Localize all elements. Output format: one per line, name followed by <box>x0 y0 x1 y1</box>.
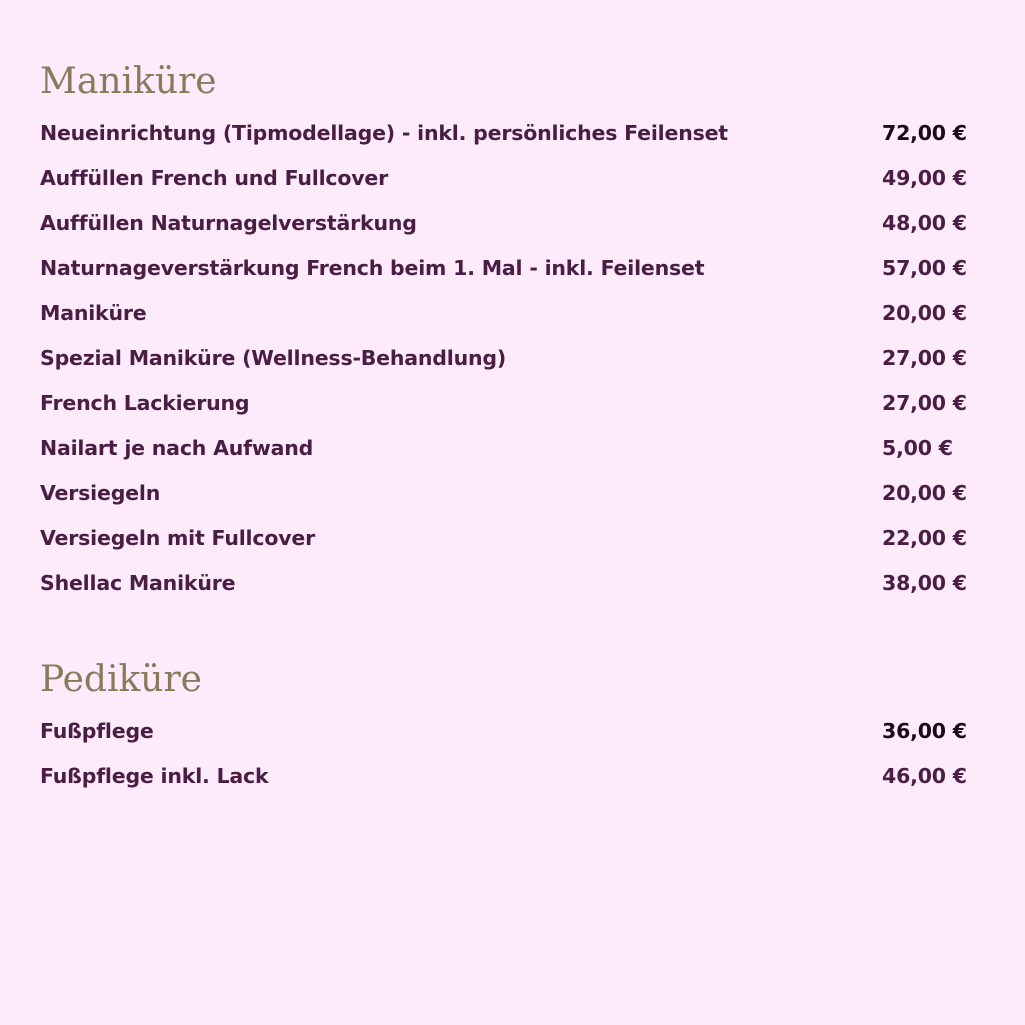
service-name: Fußpflege inkl. Lack <box>40 763 269 788</box>
service-price: 22,00 € <box>882 525 967 550</box>
service-name: Maniküre <box>40 300 147 325</box>
service-name: Fußpflege <box>40 718 154 743</box>
manikuere-list <box>40 110 967 605</box>
list-item <box>40 155 967 200</box>
service-name: French Lackierung <box>40 390 250 415</box>
list-item <box>40 515 967 560</box>
price-list <box>40 0 967 798</box>
service-name: Auffüllen French und Fullcover <box>40 165 389 190</box>
list-item <box>40 560 967 605</box>
list-item <box>40 245 967 290</box>
service-price: 20,00 € <box>882 300 967 325</box>
service-name: Neueinrichtung (Tipmodellage) - inkl. persönliches Feilenset <box>40 120 728 145</box>
service-price: 72,00 € <box>882 120 967 145</box>
list-item <box>40 335 967 380</box>
list-item <box>40 425 960 470</box>
service-price: 5,00 € <box>882 435 953 460</box>
service-name: Versiegeln mit Fullcover <box>40 525 315 550</box>
list-item <box>40 470 967 515</box>
list-item <box>40 290 967 335</box>
service-name: Versiegeln <box>40 480 161 505</box>
list-item <box>40 200 967 245</box>
section-title-pedikuere: Pediküre <box>40 659 202 700</box>
service-name: Spezial Maniküre (Wellness-Behandlung) <box>40 345 507 370</box>
service-price: 27,00 € <box>882 390 967 415</box>
list-item <box>40 708 967 753</box>
service-price: 48,00 € <box>882 210 967 235</box>
service-name: Nailart je nach Aufwand <box>40 435 314 460</box>
service-price: 36,00 € <box>882 718 967 743</box>
service-price: 57,00 € <box>882 255 967 280</box>
service-price: 38,00 € <box>882 570 967 595</box>
service-price: 27,00 € <box>882 345 967 370</box>
list-item <box>40 110 967 155</box>
section-spacer <box>40 605 960 660</box>
section-title-manikuere: Maniküre <box>40 61 217 102</box>
service-price: 46,00 € <box>882 763 967 788</box>
service-name: Auffüllen Naturnagelverstärkung <box>40 210 417 235</box>
service-name: Naturnageverstärkung French beim 1. Mal - inkl. Feilenset <box>40 255 705 280</box>
list-item <box>40 753 967 798</box>
service-price: 49,00 € <box>882 165 967 190</box>
service-price: 20,00 € <box>882 480 967 505</box>
pedikuere-list <box>40 708 967 798</box>
list-item <box>40 380 967 425</box>
service-name: Shellac Maniküre <box>40 570 236 595</box>
